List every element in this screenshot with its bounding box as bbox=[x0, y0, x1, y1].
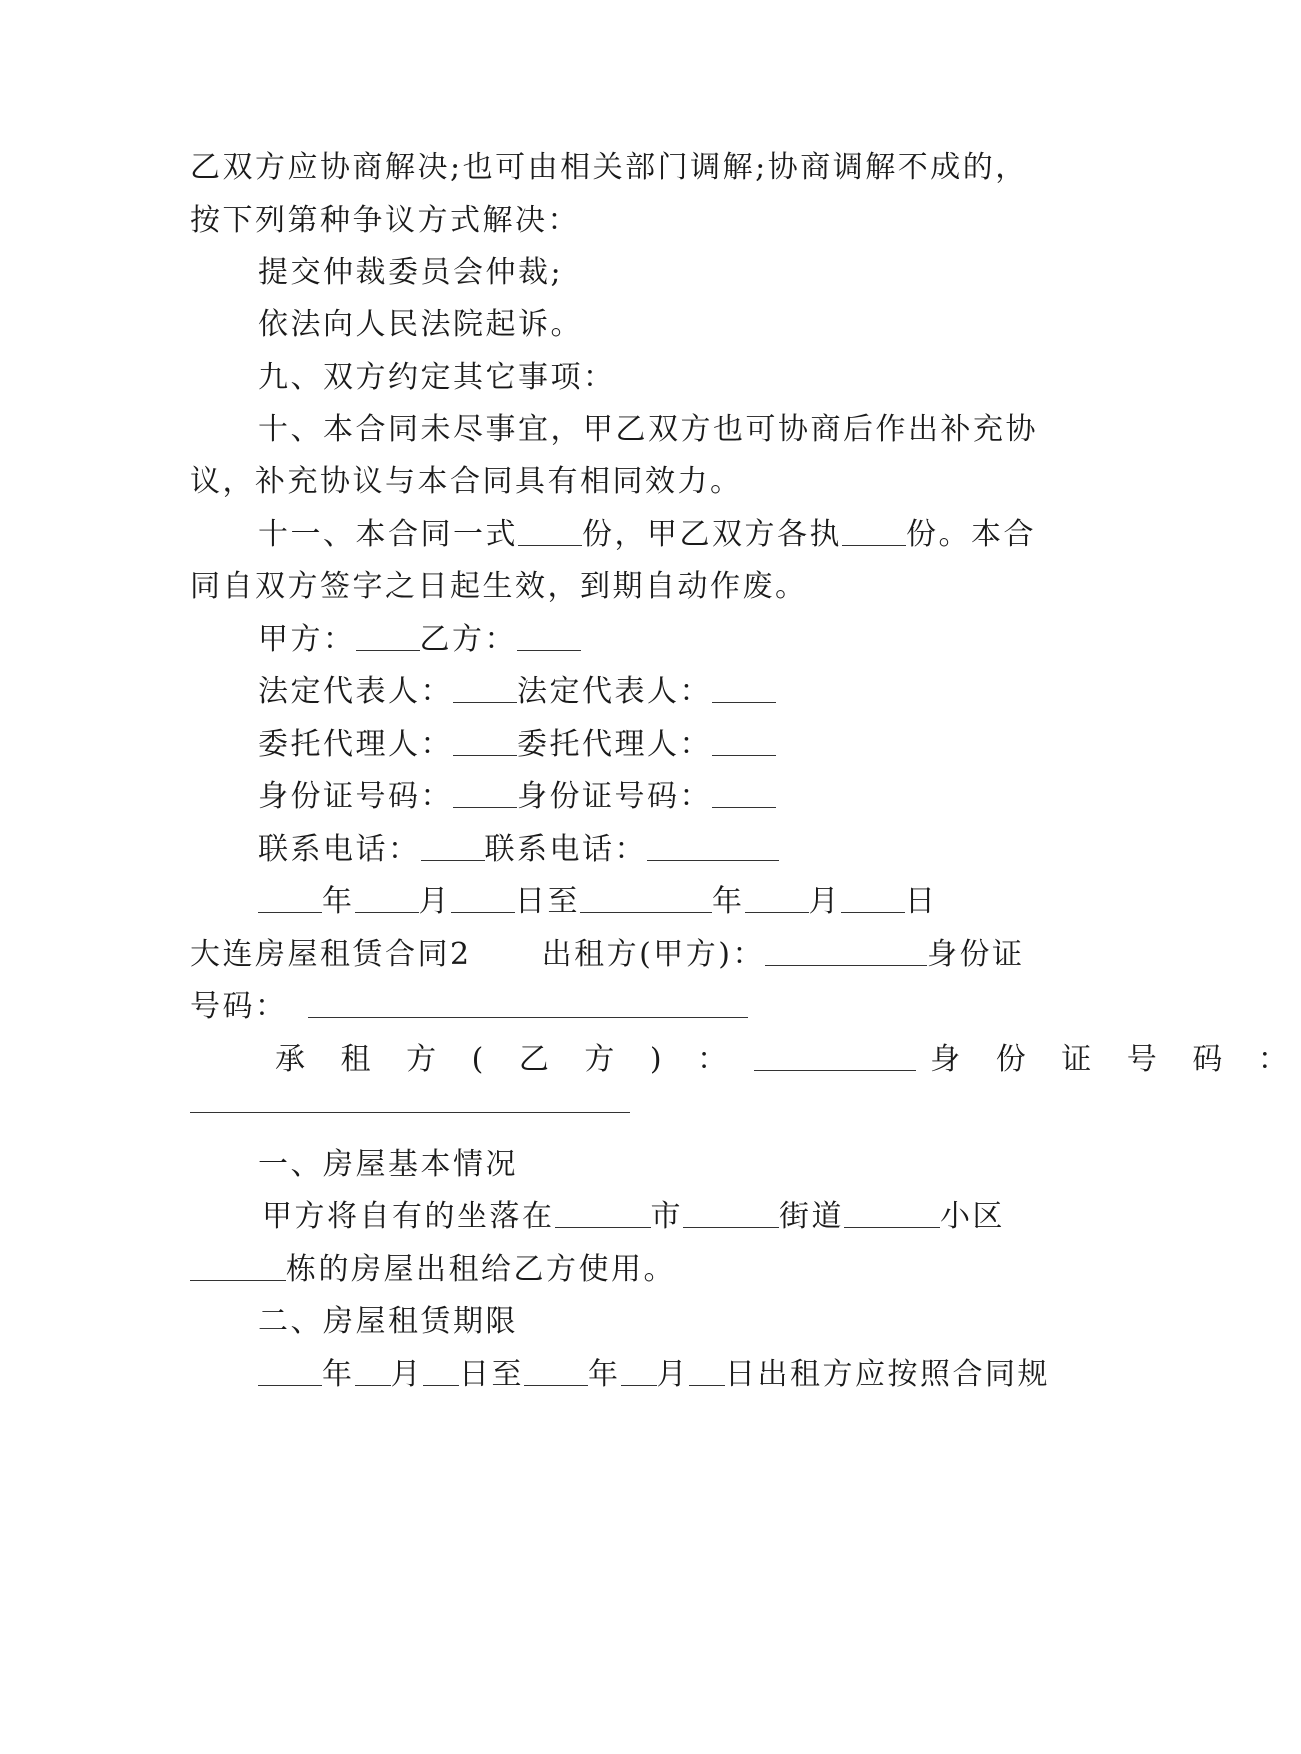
contract2-heading bbox=[190, 935, 1050, 975]
blank-line bbox=[689, 1355, 725, 1386]
label: 身 份 证 号 码 ： bbox=[930, 1042, 1301, 1077]
blank-line bbox=[841, 882, 905, 913]
label: 法定代表人： bbox=[258, 674, 453, 709]
label: 号码： bbox=[190, 989, 288, 1024]
label: 法定代表人： bbox=[517, 674, 712, 709]
label: 小区 bbox=[940, 1199, 1005, 1234]
blank-line bbox=[355, 1355, 391, 1386]
blank-line bbox=[621, 1355, 657, 1386]
text-line: 乙双方应协商解决;也可由相关部门调解;协商调解不成的， bbox=[190, 150, 1028, 185]
contract-title: 大连房屋租赁合同2 bbox=[190, 937, 472, 972]
label: 出租方(甲方)： bbox=[541, 937, 766, 972]
text-line: 依法向人民法院起诉。 bbox=[258, 307, 583, 342]
label: 联系电话： bbox=[258, 832, 421, 867]
label: 甲方： bbox=[258, 622, 356, 657]
label: 年 bbox=[588, 1357, 621, 1392]
blank-line bbox=[518, 515, 582, 546]
blank-line bbox=[356, 620, 420, 651]
blank-line bbox=[453, 725, 517, 756]
date-range bbox=[258, 882, 1118, 922]
text-line: 议，补充协议与本合同具有相同效力。 bbox=[190, 464, 743, 499]
label: 年 bbox=[322, 1357, 355, 1392]
text-line: 同自双方签字之日起生效，到期自动作废。 bbox=[190, 569, 808, 604]
blank-line bbox=[712, 672, 776, 703]
blank-line bbox=[745, 882, 809, 913]
sign-phone bbox=[258, 830, 1118, 870]
blank-line bbox=[453, 777, 517, 808]
label: 日 bbox=[905, 884, 938, 919]
blank-line bbox=[453, 672, 517, 703]
blank-line bbox=[647, 830, 779, 861]
house-location-cont bbox=[190, 1250, 1050, 1290]
label: 委托代理人： bbox=[517, 727, 712, 762]
lease-term bbox=[258, 1355, 1118, 1395]
label: 月 bbox=[808, 884, 841, 919]
label: 月 bbox=[656, 1357, 689, 1392]
label: 乙方： bbox=[419, 622, 517, 657]
blank-line bbox=[258, 882, 322, 913]
clause-11-part: 份。本合 bbox=[906, 517, 1036, 552]
blank-line bbox=[423, 1355, 459, 1386]
blank-line bbox=[517, 620, 581, 651]
blank-line bbox=[765, 935, 927, 966]
label: 月 bbox=[418, 884, 451, 919]
blank-line bbox=[754, 1040, 916, 1071]
lessee-line bbox=[275, 1040, 1301, 1080]
blank-line bbox=[524, 1355, 588, 1386]
sign-id bbox=[258, 777, 1118, 817]
label: 甲方将自有的坐落在 bbox=[262, 1199, 555, 1234]
blank-line bbox=[355, 882, 419, 913]
label: 年 bbox=[712, 884, 745, 919]
blank-line bbox=[258, 1355, 322, 1386]
blank-line bbox=[712, 777, 776, 808]
blank-line bbox=[712, 725, 776, 756]
label: 日至 bbox=[459, 1357, 524, 1392]
sign-legal-rep bbox=[258, 672, 1118, 712]
text-line: 按下列第种争议方式解决： bbox=[190, 203, 580, 238]
label: 市 bbox=[650, 1199, 683, 1234]
blank-line bbox=[308, 987, 748, 1018]
text-line: 提交仲裁委员会仲裁; bbox=[258, 255, 564, 290]
label: 委托代理人： bbox=[258, 727, 453, 762]
clause-11 bbox=[258, 515, 1118, 555]
lessor-id-line bbox=[190, 987, 1050, 1027]
label: 月 bbox=[390, 1357, 423, 1392]
label: 承 租 方 ( 乙 方 ) ： bbox=[275, 1042, 741, 1077]
blank-line bbox=[451, 882, 515, 913]
label: 身份证号码： bbox=[258, 779, 453, 814]
section-heading: 一、房屋基本情况 bbox=[258, 1147, 518, 1182]
label: 联系电话： bbox=[484, 832, 647, 867]
label: 身份证号码： bbox=[517, 779, 712, 814]
label: 街道 bbox=[779, 1199, 844, 1234]
house-location bbox=[262, 1197, 1122, 1237]
blank-line bbox=[683, 1197, 779, 1228]
section-heading: 二、房屋租赁期限 bbox=[258, 1304, 518, 1339]
blank-line bbox=[844, 1197, 940, 1228]
blank-line bbox=[190, 1112, 630, 1113]
blank-line bbox=[555, 1197, 651, 1228]
label: 日出租方应按照合同规 bbox=[725, 1357, 1050, 1392]
blank-line bbox=[842, 515, 906, 546]
clause-11-part: 份，甲乙双方各执 bbox=[582, 517, 842, 552]
blank-line bbox=[421, 830, 485, 861]
clause-11-part: 十一、本合同一式 bbox=[258, 517, 518, 552]
blank-line bbox=[190, 1250, 286, 1281]
text-line: 十、本合同未尽事宜，甲乙双方也可协商后作出补充协 bbox=[258, 412, 1038, 447]
text-line: 九、双方约定其它事项： bbox=[258, 360, 616, 395]
label: 栋的房屋出租给乙方使用。 bbox=[286, 1252, 676, 1287]
blank-line bbox=[580, 882, 712, 913]
label: 身份证 bbox=[927, 937, 1025, 972]
label: 日至 bbox=[515, 884, 580, 919]
sign-agent bbox=[258, 725, 1118, 765]
sign-parties bbox=[258, 620, 1118, 660]
label: 年 bbox=[322, 884, 355, 919]
